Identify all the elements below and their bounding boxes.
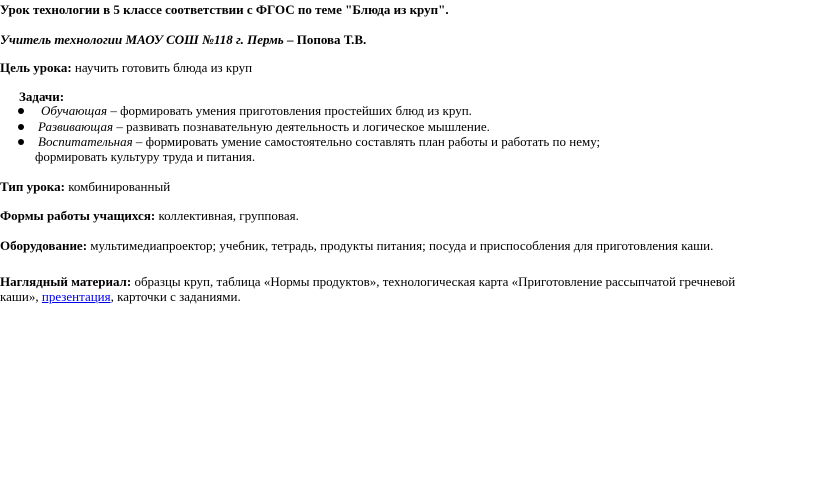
equipment-label: Оборудование: (0, 238, 88, 253)
task-text: – формировать умение самостоятельно составлять план работы и работать по нему; (132, 134, 601, 149)
lesson-type-label: Тип урока: (0, 179, 65, 194)
teacher-line (0, 32, 366, 47)
forms-line (0, 208, 299, 223)
visual-text-2-start: каши», (0, 289, 42, 304)
task-text: – формировать умения приготовления простейших блюд из круп. (107, 103, 472, 118)
goal-text: научить готовить блюда из круп (71, 60, 253, 75)
task-item (38, 134, 600, 149)
task-item (41, 103, 472, 118)
teacher-role: Учитель технологии МАОУ СОШ №118 г. Пермь (0, 32, 284, 47)
lesson-type-text: комбинированный (64, 179, 171, 194)
bullet-icon (18, 139, 24, 145)
tasks-heading: Задачи: (19, 89, 65, 104)
bullet-icon (18, 124, 24, 130)
goal-label: Цель урока: (0, 60, 72, 75)
task-term: Воспитательная (38, 134, 133, 149)
visual-line-2 (0, 289, 241, 304)
task-item (38, 119, 490, 134)
teacher-name: Попова Т.В. (296, 32, 367, 47)
task-term: Развивающая (38, 119, 114, 134)
teacher-dash: – (283, 32, 297, 47)
task-continuation: формировать культуру труда и питания. (35, 149, 256, 164)
visual-label: Наглядный материал: (0, 274, 132, 289)
visual-line-1 (0, 274, 735, 289)
lesson-type-line (0, 179, 170, 194)
equipment-text: мультимедиапроектор; учебник, тетрадь, продукты питания; посуда и приспособления для приготовления каши. (87, 238, 714, 253)
bullet-icon (18, 108, 24, 114)
forms-label: Формы работы учащихся: (0, 208, 156, 223)
doc-title: Урок технологии в 5 классе соответствии с ФГОС по теме "Блюда из круп". (0, 2, 449, 17)
equipment-line (0, 238, 713, 253)
presentation-link[interactable]: презентация (41, 289, 111, 304)
task-term: Обучающая (41, 103, 108, 118)
visual-text-2-end: , карточки с заданиями. (110, 289, 241, 304)
goal-line (0, 60, 252, 75)
visual-text-1: образцы круп, таблица «Нормы продуктов», технологическая карта «Приготовление рассыпчатой гречневой (131, 274, 736, 289)
task-text: – развивать познавательную деятельность и логическое мышление. (113, 119, 490, 134)
forms-text: коллективная, групповая. (155, 208, 299, 223)
